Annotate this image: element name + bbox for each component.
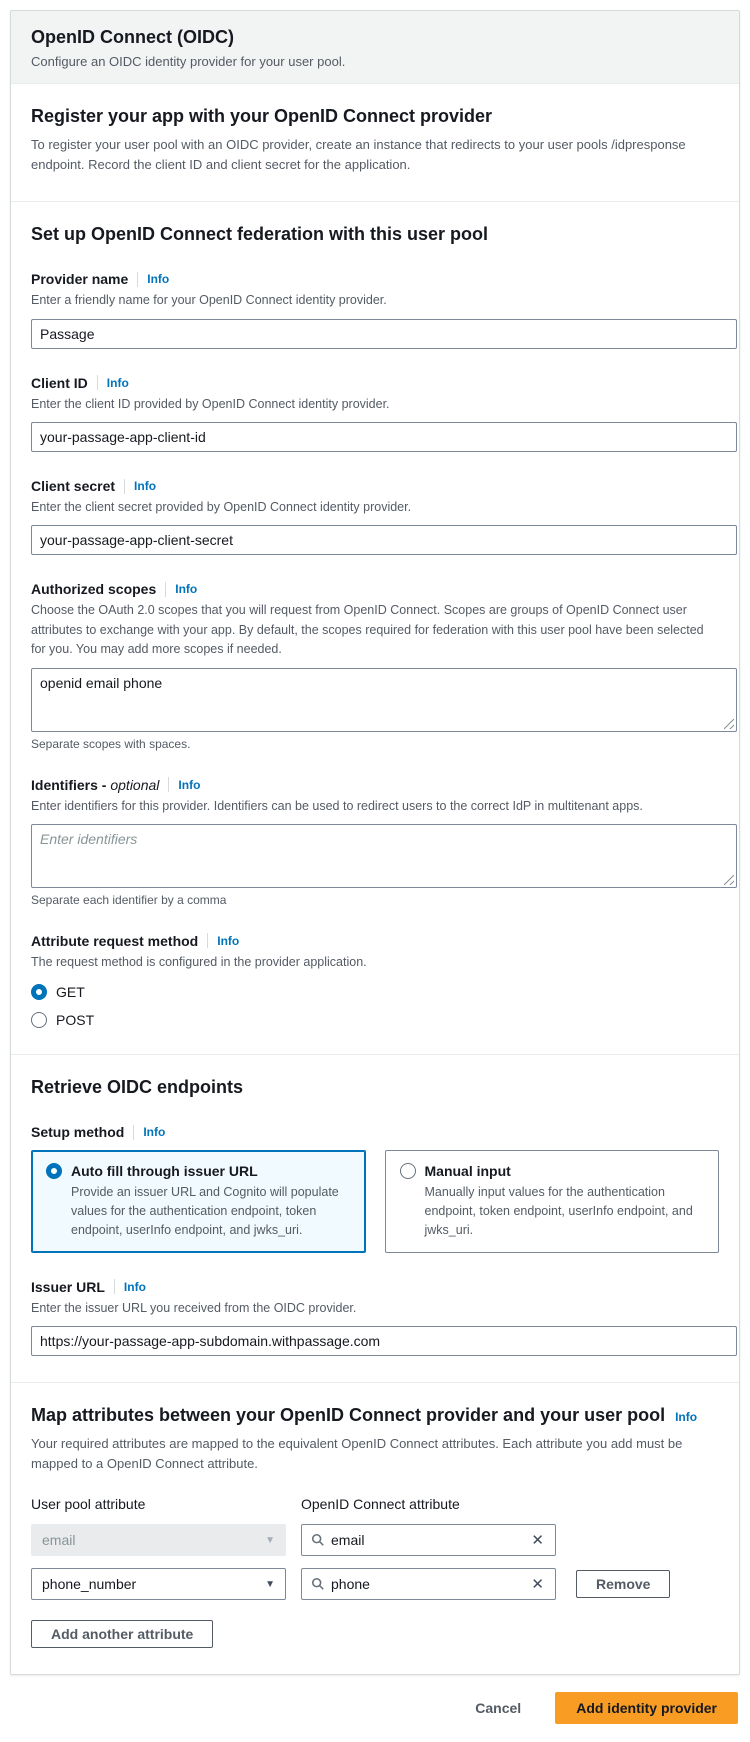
identifiers-label: Identifiers - optional	[31, 776, 160, 793]
setup-method-label: Setup method	[31, 1124, 125, 1141]
issuer-url-info-link[interactable]: Info	[123, 1279, 146, 1294]
authorized-scopes-field	[31, 581, 719, 750]
endpoints-heading: Retrieve OIDC endpoints	[31, 1077, 244, 1098]
identifiers-description: Enter identifiers for this provider. Identifiers can be used to redirect users to the correct IdP in multitenant apps.	[31, 798, 643, 813]
autofill-card-description: Provide an issuer URL and Cognito will populate values for the authentication endpoint, token endpoint, userInfo endpoint, and jwks_uri.	[71, 1185, 339, 1237]
clear-icon[interactable]: ✕	[531, 1531, 544, 1549]
issuer-url-field	[31, 1279, 719, 1356]
setup-method-card-manual[interactable]	[385, 1150, 720, 1252]
search-icon	[311, 1533, 325, 1547]
authorized-scopes-info-link[interactable]: Info	[175, 582, 198, 597]
setup-method-field	[31, 1124, 719, 1252]
divider	[124, 479, 125, 494]
remove-attribute-button[interactable]: Remove	[576, 1570, 670, 1598]
chevron-down-icon: ▼	[265, 1578, 275, 1590]
register-description: To register your user pool with an OIDC provider, create an instance that redirects to your user pools /idpresponse endpoint. Record the client ID and client secret for the application.	[31, 137, 686, 173]
radio-get-icon[interactable]	[31, 984, 47, 1000]
client-secret-description: Enter the client secret provided by OpenID Connect identity provider.	[31, 500, 412, 515]
attribute-request-method-field	[31, 933, 719, 1028]
oidc-attribute-column-header: OpenID Connect attribute	[301, 1496, 460, 1513]
radio-option-post[interactable]	[31, 1012, 719, 1028]
search-icon	[311, 1577, 325, 1591]
divider	[133, 1125, 134, 1140]
container-header	[11, 11, 739, 84]
identifiers-field	[31, 777, 719, 907]
radio-option-get[interactable]	[31, 984, 719, 1000]
oidc-attribute-input-email[interactable]	[325, 1532, 529, 1548]
user-pool-attribute-select-phone[interactable]: phone_number ▼	[31, 1568, 286, 1600]
section-map-attributes	[11, 1382, 739, 1674]
client-id-input[interactable]	[31, 422, 737, 452]
issuer-url-label: Issuer URL	[31, 1278, 105, 1295]
client-secret-label: Client secret	[31, 478, 116, 495]
client-id-description: Enter the client ID provided by OpenID Connect identity provider.	[31, 396, 390, 411]
authorized-scopes-description: Choose the OAuth 2.0 scopes that you will request from OpenID Connect. Scopes are groups of OpenID Connect user attributes to exchange with your app. By default, the scopes required for federation with this user pool have been selected for you. You may add more scopes if needed.	[31, 603, 704, 657]
divider	[97, 375, 98, 390]
radio-post-icon[interactable]	[31, 1012, 47, 1028]
mapping-description: Your required attributes are mapped to the equivalent OpenID Connect attributes. Each attribute you add must be mapped to a OpenID Connect attribute.	[31, 1435, 683, 1472]
authorized-scopes-label: Authorized scopes	[31, 581, 157, 598]
divider	[168, 777, 169, 792]
section-retrieve-endpoints	[11, 1054, 739, 1382]
divider	[207, 933, 208, 948]
add-another-attribute-button[interactable]: Add another attribute	[31, 1620, 213, 1648]
identifiers-textarea[interactable]	[31, 824, 737, 888]
provider-name-input[interactable]	[31, 319, 737, 349]
oidc-attribute-input-phone[interactable]	[325, 1576, 529, 1592]
attribute-mapping-row	[31, 1524, 719, 1556]
identifiers-hint: Separate each identifier by a comma	[31, 892, 227, 907]
client-secret-field	[31, 478, 719, 555]
divider	[137, 272, 138, 287]
register-heading: Register your app with your OpenID Connect provider	[31, 106, 493, 126]
attribute-request-method-description: The request method is configured in the provider application.	[31, 954, 367, 969]
cancel-button[interactable]: Cancel	[469, 1699, 527, 1717]
setup-method-info-link[interactable]: Info	[143, 1125, 166, 1140]
manual-card-description: Manually input values for the authentication endpoint, token endpoint, userInfo endpoint, and jwks_uri.	[424, 1185, 693, 1237]
issuer-url-input[interactable]	[31, 1326, 737, 1356]
add-identity-provider-button[interactable]: Add identity provider	[555, 1692, 738, 1724]
provider-name-description: Enter a friendly name for your OpenID Connect identity provider.	[31, 293, 387, 308]
page-subtitle: Configure an OIDC identity provider for your user pool.	[31, 54, 346, 69]
identifiers-info-link[interactable]: Info	[178, 777, 201, 792]
attribute-request-method-info-link[interactable]: Info	[217, 933, 240, 948]
clear-icon[interactable]: ✕	[531, 1575, 544, 1593]
provider-name-field	[31, 271, 719, 348]
divider	[165, 582, 166, 597]
client-id-label: Client ID	[31, 374, 88, 391]
attribute-mapping-row	[31, 1568, 719, 1600]
section-federation-setup	[11, 201, 739, 1054]
user-pool-attribute-column-header: User pool attribute	[31, 1496, 146, 1513]
oidc-attribute-searchbox-email[interactable]	[301, 1524, 556, 1556]
section-register-app	[11, 84, 739, 201]
oidc-attribute-searchbox-phone[interactable]	[301, 1568, 556, 1600]
authorized-scopes-textarea[interactable]	[31, 668, 737, 732]
radio-manual-icon[interactable]	[400, 1163, 416, 1179]
manual-card-title: Manual input	[424, 1163, 511, 1180]
client-secret-info-link[interactable]: Info	[134, 479, 157, 494]
issuer-url-description: Enter the issuer URL you received from the OIDC provider.	[31, 1300, 357, 1315]
mapping-info-link[interactable]: Info	[675, 1409, 698, 1424]
chevron-down-icon: ▼	[265, 1534, 275, 1546]
autofill-card-title: Auto fill through issuer URL	[71, 1163, 258, 1180]
attribute-request-method-label: Attribute request method	[31, 932, 199, 949]
mapping-heading: Map attributes between your OpenID Connect provider and your user pool	[31, 1404, 666, 1425]
radio-autofill-icon[interactable]	[46, 1163, 62, 1179]
radio-get-label: GET	[56, 984, 85, 1001]
setup-method-card-autofill[interactable]	[31, 1150, 366, 1252]
divider	[114, 1279, 115, 1294]
federation-heading: Set up OpenID Connect federation with this user pool	[31, 224, 489, 245]
client-id-info-link[interactable]: Info	[106, 375, 129, 390]
client-id-field	[31, 375, 719, 452]
provider-name-info-link[interactable]: Info	[147, 272, 170, 287]
radio-post-label: POST	[56, 1012, 95, 1029]
form-footer	[10, 1675, 740, 1742]
mapping-column-headers	[31, 1496, 719, 1512]
client-secret-input[interactable]	[31, 525, 737, 555]
provider-name-label: Provider name	[31, 271, 129, 288]
user-pool-attribute-select-email: email ▼	[31, 1524, 286, 1556]
authorized-scopes-hint: Separate scopes with spaces.	[31, 736, 191, 751]
page-title: OpenID Connect (OIDC)	[31, 27, 234, 47]
oidc-form-container	[10, 10, 740, 1675]
identifiers-optional-label: optional	[110, 776, 160, 793]
